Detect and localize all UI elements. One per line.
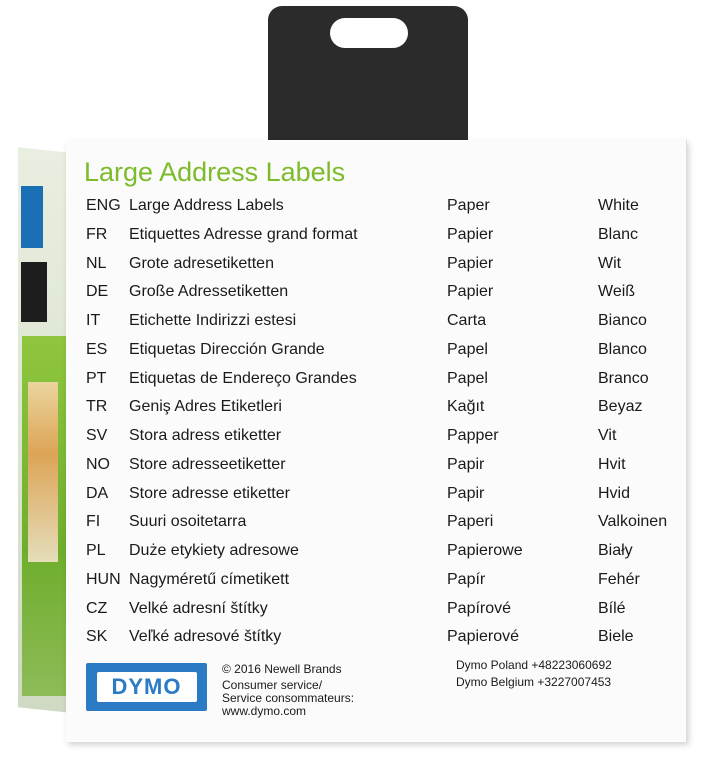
product-name: Large Address Labels [129, 197, 284, 214]
color-name: Blanco [598, 340, 647, 358]
language-code: TR [86, 398, 108, 416]
table-row [0, 197, 706, 221]
product-name: Etiquetas Dirección Grande [129, 340, 325, 358]
language-code: SV [86, 427, 108, 444]
language-code: PT [86, 369, 107, 387]
color-name: Hvid [598, 484, 631, 502]
dymo-logo-text: DYMO [97, 672, 197, 702]
product-name: Suuri osoitetarra [129, 513, 247, 531]
product-name: Velké adresní štítky [129, 599, 268, 617]
table-row [0, 226, 706, 250]
material-name: Kağıt [447, 398, 485, 416]
table-row [0, 628, 706, 652]
language-code: HUN [86, 570, 121, 588]
service-consommateurs-text: Service consommateurs: [222, 691, 355, 705]
product-name: Store adresseetiketter [129, 455, 286, 473]
material-name: Papier [447, 225, 494, 243]
color-name: Bianco [598, 312, 647, 329]
consumer-service-text: Consumer service/ [222, 678, 323, 692]
product-name: Duże etykiety adresowe [129, 542, 299, 559]
color-name: Weiß [598, 283, 636, 301]
language-code: FI [86, 513, 101, 531]
phone-poland: Dymo Poland +48223060692 [456, 658, 612, 672]
table-row [0, 427, 706, 451]
dymo-logo [86, 663, 207, 711]
product-name: Etiquetas de Endereço Grandes [129, 369, 357, 387]
material-name: Papel [447, 340, 488, 358]
color-name: White [598, 197, 639, 214]
table-row [0, 341, 706, 365]
language-code: ES [86, 340, 108, 358]
material-name: Papier [447, 283, 494, 301]
language-code: PL [86, 542, 106, 559]
product-name: Etiquettes Adresse grand format [129, 225, 358, 243]
color-name: Branco [598, 369, 649, 387]
material-name: Papierové [447, 628, 520, 646]
product-name: Grote adresetiketten [129, 254, 274, 272]
language-code: DE [86, 283, 109, 301]
material-name: Paperi [447, 513, 494, 531]
product-name: Geniş Adres Etiketleri [129, 398, 282, 416]
hanger-hole [330, 18, 408, 48]
color-name: Blanc [598, 225, 639, 243]
language-code: NL [86, 254, 107, 272]
material-name: Papier [447, 254, 494, 272]
color-name: Biały [598, 542, 633, 559]
product-name: Große Adressetiketten [129, 283, 289, 301]
product-title: Large Address Labels [84, 157, 346, 187]
language-code: DA [86, 484, 109, 502]
language-code: SK [86, 628, 108, 646]
table-row [0, 312, 706, 336]
color-name: Valkoinen [598, 513, 668, 531]
language-code: ENG [86, 197, 121, 214]
material-name: Papírové [447, 599, 512, 617]
product-name: Etichette Indirizzi estesi [129, 312, 297, 329]
language-code: IT [86, 312, 101, 329]
color-name: Biele [598, 628, 634, 646]
product-name: Nagyméretű címetikett [129, 570, 290, 588]
material-name: Carta [447, 312, 487, 329]
color-name: Hvit [598, 455, 626, 473]
material-name: Papper [447, 427, 499, 444]
language-code: CZ [86, 599, 108, 617]
color-name: Bílé [598, 599, 626, 617]
website-text: www.dymo.com [222, 704, 307, 718]
phone-belgium: Dymo Belgium +3227007453 [456, 675, 612, 689]
material-name: Papir [447, 484, 485, 502]
color-name: Wit [598, 254, 622, 272]
color-name: Beyaz [598, 398, 643, 416]
material-name: Papír [447, 570, 486, 588]
table-row [0, 255, 706, 279]
table-row [0, 398, 706, 422]
table-row [0, 456, 706, 480]
language-code: FR [86, 225, 108, 243]
table-row [0, 542, 706, 566]
copyright-text: © 2016 Newell Brands [222, 662, 342, 676]
table-row [0, 513, 706, 537]
color-name: Vit [598, 427, 617, 444]
material-name: Papel [447, 369, 488, 387]
color-name: Fehér [598, 570, 640, 588]
material-name: Papir [447, 455, 485, 473]
product-name: Store adresse etiketter [129, 484, 290, 502]
product-name: Stora adress etiketter [129, 427, 282, 444]
table-row [0, 485, 706, 509]
material-name: Paper [447, 197, 490, 214]
table-row [0, 370, 706, 394]
material-name: Papierowe [447, 542, 523, 559]
table-row [0, 600, 706, 624]
table-row [0, 283, 706, 307]
language-code: NO [86, 455, 110, 473]
table-row [0, 571, 706, 595]
product-name: Veľké adresové štítky [129, 628, 282, 646]
